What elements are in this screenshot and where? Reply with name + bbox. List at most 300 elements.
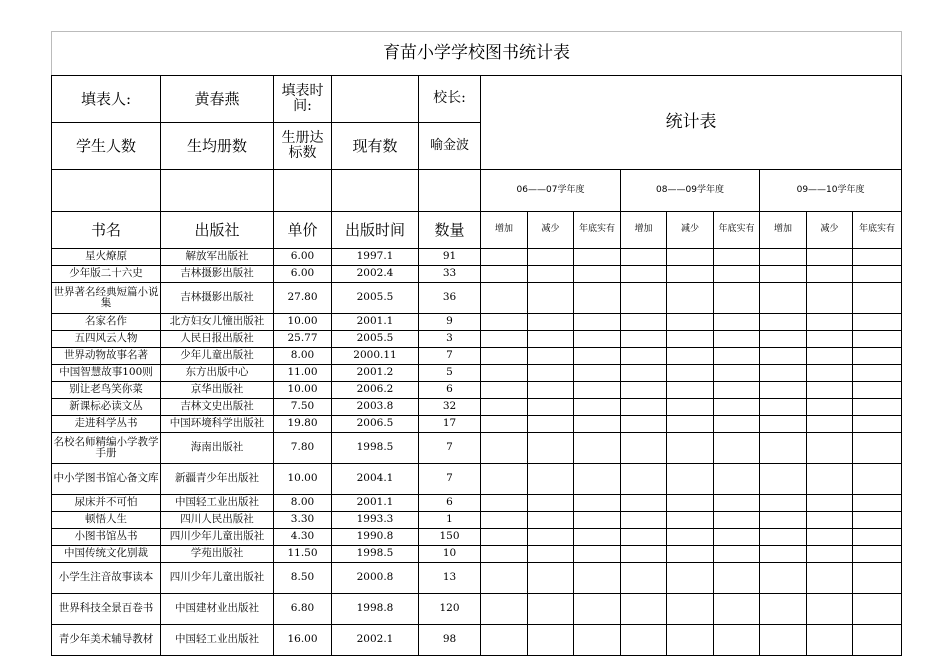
publisher-cell: 吉林摄影出版社 [161, 266, 274, 283]
date-cell: 2000.11 [332, 348, 419, 365]
statistics-sheet [51, 31, 902, 651]
empty-stat-cell [807, 563, 853, 594]
qty-cell: 17 [419, 416, 481, 433]
qty-cell: 7 [419, 464, 481, 495]
empty-stat-cell [667, 495, 714, 512]
empty-stat-cell [481, 416, 528, 433]
book-name-cell: 中国智慧故事100则 [52, 365, 161, 382]
empty-stat-cell [528, 283, 574, 314]
empty-stat-cell [807, 399, 853, 416]
book-name-cell: 走进科学丛书 [52, 416, 161, 433]
qty-cell: 98 [419, 625, 481, 656]
publisher-cell: 四川少年儿童出版社 [161, 529, 274, 546]
empty-stat-cell [667, 625, 714, 656]
publisher-cell: 中国轻工业出版社 [161, 625, 274, 656]
blank-cell [161, 170, 274, 212]
date-cell: 1998.5 [332, 546, 419, 563]
table-row [52, 348, 902, 365]
empty-stat-cell [621, 249, 667, 266]
empty-stat-cell [760, 249, 807, 266]
empty-stat-cell [667, 433, 714, 464]
empty-stat-cell [481, 546, 528, 563]
qty-cell: 10 [419, 546, 481, 563]
col-increase: 增加 [621, 212, 667, 249]
fill-time-label: 填表时间: [274, 76, 332, 123]
empty-stat-cell [714, 512, 760, 529]
empty-stat-cell [714, 382, 760, 399]
col-decrease: 减少 [667, 212, 714, 249]
empty-stat-cell [667, 348, 714, 365]
empty-stat-cell [481, 563, 528, 594]
principal-value: 喻金波 [419, 123, 481, 170]
date-cell: 2002.1 [332, 625, 419, 656]
col-year-end: 年底实有 [853, 212, 902, 249]
empty-stat-cell [807, 283, 853, 314]
qty-cell: 33 [419, 266, 481, 283]
date-cell: 2001.2 [332, 365, 419, 382]
date-cell: 2003.8 [332, 399, 419, 416]
empty-stat-cell [807, 382, 853, 399]
empty-stat-cell [528, 416, 574, 433]
empty-stat-cell [760, 529, 807, 546]
date-cell: 1998.8 [332, 594, 419, 625]
empty-stat-cell [807, 546, 853, 563]
table-row [52, 266, 902, 283]
price-cell: 7.80 [274, 433, 332, 464]
empty-stat-cell [574, 331, 621, 348]
empty-stat-cell [667, 399, 714, 416]
empty-stat-cell [760, 546, 807, 563]
date-cell: 2001.1 [332, 495, 419, 512]
date-cell: 1997.1 [332, 249, 419, 266]
empty-stat-cell [853, 495, 902, 512]
empty-stat-cell [853, 563, 902, 594]
empty-stat-cell [574, 249, 621, 266]
book-name-cell: 世界动物故事名著 [52, 348, 161, 365]
empty-stat-cell [667, 563, 714, 594]
book-name-cell: 中国传统文化别裁 [52, 546, 161, 563]
book-name-cell: 世界科技全景百卷书 [52, 594, 161, 625]
empty-stat-cell [760, 382, 807, 399]
empty-stat-cell [853, 314, 902, 331]
empty-stat-cell [853, 365, 902, 382]
empty-stat-cell [667, 529, 714, 546]
price-cell: 3.30 [274, 512, 332, 529]
year-0910: 09——10学年度 [760, 170, 902, 212]
table-row [52, 464, 902, 495]
blank-cell [332, 170, 419, 212]
publisher-cell: 京华出版社 [161, 382, 274, 399]
book-name-cell: 尿床并不可怕 [52, 495, 161, 512]
empty-stat-cell [853, 464, 902, 495]
book-statistics-table [51, 31, 902, 656]
empty-stat-cell [714, 283, 760, 314]
empty-stat-cell [528, 314, 574, 331]
empty-stat-cell [481, 433, 528, 464]
per-capita-label: 生均册数 [161, 123, 274, 170]
qty-cell: 9 [419, 314, 481, 331]
table-row [52, 314, 902, 331]
empty-stat-cell [528, 382, 574, 399]
blank-cell [52, 170, 161, 212]
empty-stat-cell [714, 348, 760, 365]
empty-stat-cell [574, 283, 621, 314]
empty-stat-cell [574, 314, 621, 331]
empty-stat-cell [528, 464, 574, 495]
empty-stat-cell [481, 314, 528, 331]
publisher-cell: 东方出版中心 [161, 365, 274, 382]
empty-stat-cell [807, 348, 853, 365]
empty-stat-cell [807, 594, 853, 625]
empty-stat-cell [528, 512, 574, 529]
qty-cell: 32 [419, 399, 481, 416]
empty-stat-cell [528, 399, 574, 416]
empty-stat-cell [714, 546, 760, 563]
empty-stat-cell [481, 464, 528, 495]
empty-stat-cell [667, 464, 714, 495]
publisher-cell: 人民日报出版社 [161, 331, 274, 348]
empty-stat-cell [667, 365, 714, 382]
price-cell: 10.00 [274, 382, 332, 399]
date-cell: 2006.2 [332, 382, 419, 399]
empty-stat-cell [621, 382, 667, 399]
publisher-cell: 四川人民出版社 [161, 512, 274, 529]
empty-stat-cell [853, 249, 902, 266]
price-cell: 11.50 [274, 546, 332, 563]
empty-stat-cell [760, 399, 807, 416]
empty-stat-cell [528, 495, 574, 512]
empty-stat-cell [528, 331, 574, 348]
empty-stat-cell [574, 529, 621, 546]
empty-stat-cell [760, 464, 807, 495]
empty-stat-cell [760, 625, 807, 656]
empty-stat-cell [760, 331, 807, 348]
empty-stat-cell [714, 529, 760, 546]
table-row [52, 365, 902, 382]
empty-stat-cell [481, 594, 528, 625]
qty-cell: 1 [419, 512, 481, 529]
empty-stat-cell [853, 348, 902, 365]
empty-stat-cell [714, 464, 760, 495]
empty-stat-cell [807, 464, 853, 495]
table-row [52, 625, 902, 656]
publisher-cell: 吉林文史出版社 [161, 399, 274, 416]
empty-stat-cell [853, 546, 902, 563]
empty-stat-cell [807, 416, 853, 433]
book-name-cell: 小学生注音故事读本 [52, 563, 161, 594]
publisher-cell: 中国环境科学出版社 [161, 416, 274, 433]
qty-cell: 7 [419, 348, 481, 365]
empty-stat-cell [574, 495, 621, 512]
empty-stat-cell [574, 464, 621, 495]
book-name-cell: 名家名作 [52, 314, 161, 331]
qty-cell: 120 [419, 594, 481, 625]
principal-label: 校长: [419, 76, 481, 123]
qty-cell: 13 [419, 563, 481, 594]
empty-stat-cell [667, 594, 714, 625]
col-name: 书名 [52, 212, 161, 249]
date-cell: 2002.4 [332, 266, 419, 283]
publisher-cell: 中国建材业出版社 [161, 594, 274, 625]
col-increase: 增加 [760, 212, 807, 249]
empty-stat-cell [621, 331, 667, 348]
table-row [52, 283, 902, 314]
empty-stat-cell [714, 399, 760, 416]
price-cell: 8.50 [274, 563, 332, 594]
empty-stat-cell [481, 625, 528, 656]
table-row [52, 433, 902, 464]
empty-stat-cell [621, 594, 667, 625]
empty-stat-cell [714, 314, 760, 331]
empty-stat-cell [760, 365, 807, 382]
empty-stat-cell [807, 495, 853, 512]
empty-stat-cell [714, 563, 760, 594]
publisher-cell: 吉林摄影出版社 [161, 283, 274, 314]
fill-time-value [332, 76, 419, 123]
price-cell: 25.77 [274, 331, 332, 348]
publisher-cell: 海南出版社 [161, 433, 274, 464]
price-cell: 27.80 [274, 283, 332, 314]
year-0809: 08——09学年度 [621, 170, 760, 212]
price-cell: 6.00 [274, 266, 332, 283]
empty-stat-cell [621, 563, 667, 594]
date-cell: 2004.1 [332, 464, 419, 495]
empty-stat-cell [807, 365, 853, 382]
book-name-cell: 五四风云人物 [52, 331, 161, 348]
empty-stat-cell [621, 546, 667, 563]
price-cell: 4.30 [274, 529, 332, 546]
empty-stat-cell [760, 283, 807, 314]
empty-stat-cell [807, 249, 853, 266]
table-row [52, 331, 902, 348]
table-title: 育苗小学学校图书统计表 [52, 32, 902, 76]
book-name-cell: 新课标必读文丛 [52, 399, 161, 416]
price-cell: 8.00 [274, 495, 332, 512]
empty-stat-cell [853, 416, 902, 433]
empty-stat-cell [760, 563, 807, 594]
book-name-cell: 世界著名经典短篇小说集 [52, 283, 161, 314]
empty-stat-cell [760, 314, 807, 331]
empty-stat-cell [667, 382, 714, 399]
empty-stat-cell [574, 365, 621, 382]
empty-stat-cell [667, 331, 714, 348]
price-cell: 10.00 [274, 464, 332, 495]
empty-stat-cell [481, 266, 528, 283]
empty-stat-cell [807, 266, 853, 283]
book-name-cell: 中小学图书馆心备文库 [52, 464, 161, 495]
empty-stat-cell [853, 399, 902, 416]
table-row [52, 594, 902, 625]
empty-stat-cell [481, 348, 528, 365]
empty-stat-cell [667, 266, 714, 283]
empty-stat-cell [667, 546, 714, 563]
table-row [52, 563, 902, 594]
empty-stat-cell [667, 512, 714, 529]
price-cell: 10.00 [274, 314, 332, 331]
table-row [52, 529, 902, 546]
empty-stat-cell [853, 433, 902, 464]
empty-stat-cell [853, 283, 902, 314]
table-row [52, 512, 902, 529]
table-row [52, 249, 902, 266]
empty-stat-cell [481, 249, 528, 266]
empty-stat-cell [714, 249, 760, 266]
empty-stat-cell [481, 382, 528, 399]
qty-cell: 6 [419, 495, 481, 512]
col-publisher: 出版社 [161, 212, 274, 249]
empty-stat-cell [807, 314, 853, 331]
price-cell: 11.00 [274, 365, 332, 382]
empty-stat-cell [574, 266, 621, 283]
empty-stat-cell [714, 365, 760, 382]
empty-stat-cell [621, 529, 667, 546]
col-decrease: 减少 [807, 212, 853, 249]
price-cell: 6.80 [274, 594, 332, 625]
empty-stat-cell [528, 348, 574, 365]
empty-stat-cell [574, 594, 621, 625]
empty-stat-cell [667, 283, 714, 314]
col-qty: 数量 [419, 212, 481, 249]
empty-stat-cell [528, 365, 574, 382]
empty-stat-cell [621, 495, 667, 512]
col-date: 出版时间 [332, 212, 419, 249]
table-row [52, 416, 902, 433]
empty-stat-cell [621, 283, 667, 314]
empty-stat-cell [807, 529, 853, 546]
col-year-end: 年底实有 [574, 212, 621, 249]
empty-stat-cell [574, 433, 621, 464]
date-cell: 2001.1 [332, 314, 419, 331]
date-cell: 1998.5 [332, 433, 419, 464]
qty-cell: 5 [419, 365, 481, 382]
empty-stat-cell [574, 563, 621, 594]
empty-stat-cell [621, 433, 667, 464]
empty-stat-cell [760, 266, 807, 283]
empty-stat-cell [528, 594, 574, 625]
col-decrease: 减少 [528, 212, 574, 249]
empty-stat-cell [807, 331, 853, 348]
date-cell: 1993.3 [332, 512, 419, 529]
empty-stat-cell [481, 331, 528, 348]
col-price: 单价 [274, 212, 332, 249]
empty-stat-cell [528, 546, 574, 563]
empty-stat-cell [853, 331, 902, 348]
empty-stat-cell [574, 348, 621, 365]
empty-stat-cell [714, 416, 760, 433]
price-cell: 19.80 [274, 416, 332, 433]
empty-stat-cell [528, 563, 574, 594]
empty-stat-cell [574, 382, 621, 399]
table-row [52, 495, 902, 512]
empty-stat-cell [853, 382, 902, 399]
empty-stat-cell [481, 283, 528, 314]
publisher-cell: 四川少年儿童出版社 [161, 563, 274, 594]
empty-stat-cell [621, 348, 667, 365]
empty-stat-cell [574, 512, 621, 529]
empty-stat-cell [481, 365, 528, 382]
price-cell: 16.00 [274, 625, 332, 656]
empty-stat-cell [481, 399, 528, 416]
empty-stat-cell [853, 266, 902, 283]
empty-stat-cell [853, 529, 902, 546]
publisher-cell: 解放军出版社 [161, 249, 274, 266]
blank-cell [419, 170, 481, 212]
empty-stat-cell [714, 266, 760, 283]
empty-stat-cell [714, 495, 760, 512]
book-name-cell: 名校名师精编小学教学手册 [52, 433, 161, 464]
date-cell: 2006.5 [332, 416, 419, 433]
empty-stat-cell [574, 416, 621, 433]
empty-stat-cell [853, 594, 902, 625]
empty-stat-cell [621, 625, 667, 656]
price-cell: 8.00 [274, 348, 332, 365]
empty-stat-cell [760, 348, 807, 365]
date-cell: 2005.5 [332, 283, 419, 314]
empty-stat-cell [760, 512, 807, 529]
date-cell: 2005.5 [332, 331, 419, 348]
book-name-cell: 青少年美术辅导教材 [52, 625, 161, 656]
empty-stat-cell [853, 512, 902, 529]
standard-label: 生册达标数 [274, 123, 332, 170]
price-cell: 7.50 [274, 399, 332, 416]
qty-cell: 6 [419, 382, 481, 399]
empty-stat-cell [760, 416, 807, 433]
publisher-cell: 中国轻工业出版社 [161, 495, 274, 512]
empty-stat-cell [760, 433, 807, 464]
date-cell: 2000.8 [332, 563, 419, 594]
empty-stat-cell [667, 314, 714, 331]
book-name-cell: 星火燎原 [52, 249, 161, 266]
table-row [52, 382, 902, 399]
table-row [52, 399, 902, 416]
publisher-cell: 学苑出版社 [161, 546, 274, 563]
empty-stat-cell [528, 529, 574, 546]
filler-label: 填表人: [52, 76, 161, 123]
empty-stat-cell [574, 399, 621, 416]
empty-stat-cell [714, 625, 760, 656]
empty-stat-cell [621, 266, 667, 283]
col-year-end: 年底实有 [714, 212, 760, 249]
publisher-cell: 北方妇女儿憧出版社 [161, 314, 274, 331]
publisher-cell: 少年儿童出版社 [161, 348, 274, 365]
empty-stat-cell [807, 512, 853, 529]
empty-stat-cell [574, 625, 621, 656]
empty-stat-cell [760, 594, 807, 625]
empty-stat-cell [574, 546, 621, 563]
book-name-cell: 少年版二十六史 [52, 266, 161, 283]
empty-stat-cell [621, 464, 667, 495]
book-name-cell: 顿悟人生 [52, 512, 161, 529]
empty-stat-cell [807, 625, 853, 656]
empty-stat-cell [528, 249, 574, 266]
empty-stat-cell [621, 512, 667, 529]
empty-stat-cell [667, 249, 714, 266]
price-cell: 6.00 [274, 249, 332, 266]
empty-stat-cell [714, 594, 760, 625]
current-label: 现有数 [332, 123, 419, 170]
empty-stat-cell [621, 314, 667, 331]
blank-cell [274, 170, 332, 212]
empty-stat-cell [621, 399, 667, 416]
filler-value: 黄春燕 [161, 76, 274, 123]
book-name-cell: 别让老鸟笑你菜 [52, 382, 161, 399]
empty-stat-cell [528, 625, 574, 656]
empty-stat-cell [481, 512, 528, 529]
year-0607: 06——07学年度 [481, 170, 621, 212]
empty-stat-cell [667, 416, 714, 433]
empty-stat-cell [481, 529, 528, 546]
qty-cell: 3 [419, 331, 481, 348]
